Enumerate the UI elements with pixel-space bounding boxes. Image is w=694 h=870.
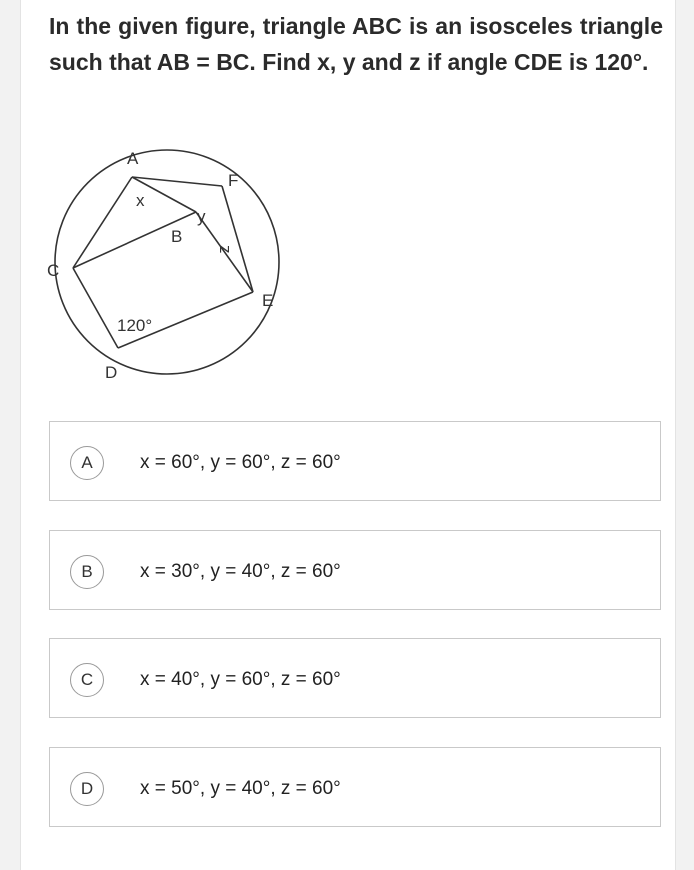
label-f: F [228,171,239,190]
label-angle-cde: 120° [117,316,153,335]
option-c-badge: C [70,663,104,697]
option-b-text: x = 30°, y = 40°, z = 60° [140,561,341,582]
label-e: E [262,291,274,310]
option-c[interactable] [49,638,661,718]
label-b: B [171,227,183,246]
circle [55,150,279,374]
label-a: A [127,149,139,168]
option-b[interactable] [49,530,661,610]
option-d[interactable] [49,747,661,827]
label-x: x [136,191,145,210]
question-text: In the given figure, triangle ABC is an isosceles triangle such that AB = BC. Find x, y and z if angle CDE is 120°. [49,13,663,75]
option-a-badge: A [70,446,104,480]
label-c: C [47,261,60,280]
line-cd [73,268,118,348]
option-d-badge: D [70,772,104,806]
label-d: D [105,363,118,382]
label-y: y [197,207,206,226]
question-card [20,0,676,870]
option-b-badge: B [70,555,104,589]
option-a-text: x = 60°, y = 60°, z = 60° [140,452,341,473]
label-z: z [216,245,235,254]
option-d-text: x = 50°, y = 40°, z = 60° [140,778,341,799]
geometry-figure [21,0,675,400]
line-fe [222,186,253,292]
option-c-text: x = 40°, y = 60°, z = 60° [140,669,341,690]
option-a[interactable] [49,421,661,501]
